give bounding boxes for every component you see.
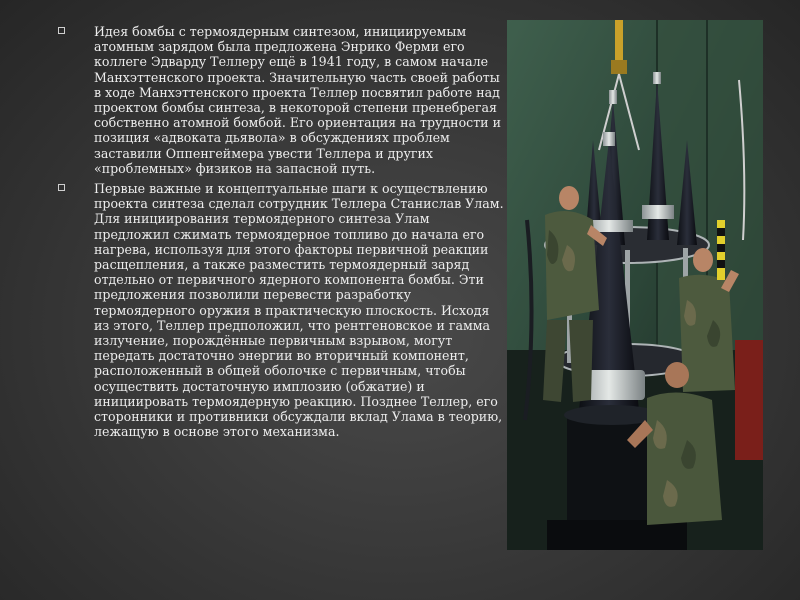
bullet-square-icon	[58, 184, 65, 191]
bullet-paragraph-2	[58, 181, 504, 439]
paragraph-text: Первые важные и концептуальные шаги к осуществлению проекта синтеза сделал сотрудник Теллера Станислав Улам. Для инициирования термоядерного синтеза Улам предложил сжимать термоядерное топливо до начала его нагрева, используя для этого факторы первичной реакции расщепления, а также разместить термоядерный заряд отдельно от первичного ядерного компонента бомбы. Эти предложения позволили перевести разработку термоядерного оружия в практическую плоскость. Исходя из этого, Теллер предположил, что рентгеновское и гамма излучение, порождённые первичным взрывом, могут передать достаточно энергии во вторичный компонент, расположенный в общей оболочке с первичным, чтобы осуществить достаточную имплозию (обжатие) и инициировать термоядерную реакцию. Позднее Теллер, его сторонники и противники обсуждали вклад Улама в теорию, лежащую в основе этого механизма.	[94, 181, 504, 440]
photo-weapon-assembly	[507, 20, 763, 550]
text-block	[58, 24, 504, 444]
bullet-square-icon	[58, 27, 65, 34]
bullet-paragraph-1	[58, 24, 504, 176]
paragraph-text: Идея бомбы с термоядерным синтезом, инициируемым атомным зарядом была предложена Энрико Ферми его коллеге Эдварду Теллеру ещё в 1941 году, в самом начале Манхэттенского проекта. Значительную часть своей работы в ходе Манхэттенского проекта Теллер посвятил работе над проектом бомбы синтеза, в некоторой степени пренебрегая собственно атомной бомбой. Его ориентация на трудности и позиция «адвоката дьявола» в обсуждениях проблем заставили Оппенгеймера увести Теллера и других «проблемных» физиков на запасной путь.	[94, 24, 501, 176]
